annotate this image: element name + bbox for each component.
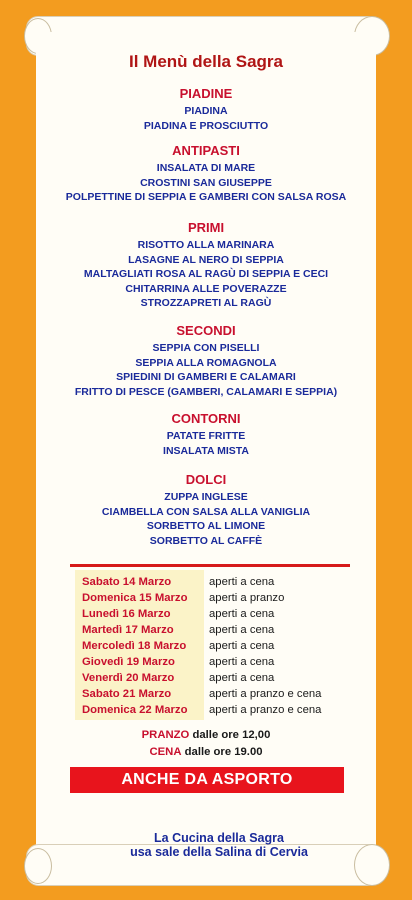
takeaway-banner: ANCHE DA ASPORTO xyxy=(70,767,344,793)
footer-line-2: usa sale della Salina di Cervia xyxy=(130,845,308,859)
schedule-day: Mercoledì 18 Marzo xyxy=(82,640,187,652)
section-contorni xyxy=(0,411,412,458)
lunch-value: dalle ore 12,00 xyxy=(192,729,271,741)
dinner-label: CENA xyxy=(149,746,182,758)
section-dolci xyxy=(0,472,412,548)
schedule-status: aperti a cena xyxy=(209,640,275,652)
schedule-day: Giovedì 19 Marzo xyxy=(82,656,175,668)
menu-item: INSALATA DI MARE xyxy=(156,162,256,174)
schedule-status: aperti a cena xyxy=(209,672,275,684)
schedule-status: aperti a pranzo e cena xyxy=(209,704,322,716)
schedule-row xyxy=(75,606,332,622)
menu-item: ZUPPA INGLESE xyxy=(164,491,248,503)
menu-item: FRITTO DI PESCE (GAMBERI, CALAMARI E SEPPIA) xyxy=(74,385,338,398)
schedule-status: aperti a cena xyxy=(209,576,275,588)
schedule-day: Sabato 14 Marzo xyxy=(82,576,172,588)
divider xyxy=(70,564,350,567)
schedule-row xyxy=(75,590,332,606)
section-heading: PIADINE xyxy=(179,86,233,101)
menu-item: STROZZAPRETI AL RAGÙ xyxy=(140,297,272,309)
schedule-day: Domenica 15 Marzo xyxy=(82,592,188,604)
dinner-value: dalle ore 19.00 xyxy=(184,746,263,758)
schedule-row xyxy=(75,574,332,590)
opening-schedule xyxy=(75,570,332,720)
menu-item: SPIEDINI DI GAMBERI E CALAMARI xyxy=(116,371,296,383)
section-primi xyxy=(0,220,412,311)
schedule-row xyxy=(75,654,332,670)
schedule-status: aperti a cena xyxy=(209,624,275,636)
schedule-row xyxy=(75,638,332,654)
schedule-status: aperti a pranzo xyxy=(209,592,285,604)
menu-item: MALTAGLIATI ROSA AL RAGÙ DI SEPPIA E CECI xyxy=(83,268,329,280)
schedule-status: aperti a pranzo e cena xyxy=(209,688,322,700)
menu-item: SORBETTO AL LIMONE xyxy=(146,520,266,532)
section-heading: SECONDI xyxy=(176,323,236,338)
menu-item: CIAMBELLA CON SALSA ALLA VANIGLIA xyxy=(101,505,311,518)
lunch-hours xyxy=(0,727,412,744)
menu-item: CHITARRINA ALLE POVERAZZE xyxy=(125,282,287,295)
schedule-day: Lunedì 16 Marzo xyxy=(82,608,171,620)
schedule-row xyxy=(75,702,332,718)
schedule-status: aperti a cena xyxy=(209,656,275,668)
menu-item: SEPPIA ALLA ROMAGNOLA xyxy=(135,356,277,369)
menu-item: PIADINA xyxy=(184,105,228,117)
schedule-row xyxy=(75,622,332,638)
section-piadine xyxy=(0,86,412,133)
footer-line-1: La Cucina della Sagra xyxy=(154,831,284,845)
schedule-day: Sabato 21 Marzo xyxy=(82,688,172,700)
schedule-status: aperti a cena xyxy=(209,608,275,620)
section-heading: CONTORNI xyxy=(171,411,241,426)
section-antipasti xyxy=(0,143,412,205)
menu-item: RISOTTO ALLA MARINARA xyxy=(137,239,275,251)
menu-title: Il Menù della Sagra xyxy=(129,52,283,71)
menu-item: PATATE FRITTE xyxy=(166,430,246,442)
menu-item: INSALATA MISTA xyxy=(163,444,249,457)
menu-item: LASAGNE AL NERO DI SEPPIA xyxy=(128,253,284,266)
menu-item: PIADINA E PROSCIUTTO xyxy=(143,119,269,132)
footer-note xyxy=(0,831,412,859)
section-heading: ANTIPASTI xyxy=(172,143,240,158)
menu-item: SORBETTO AL CAFFÈ xyxy=(149,534,263,547)
section-secondi xyxy=(0,323,412,399)
menu-item: POLPETTINE DI SEPPIA E GAMBERI CON SALSA ROSA xyxy=(65,191,347,203)
schedule-day: Martedì 17 Marzo xyxy=(82,624,174,636)
schedule-day: Domenica 22 Marzo xyxy=(82,704,188,716)
lunch-label: PRANZO xyxy=(141,729,190,741)
dinner-hours xyxy=(0,744,412,761)
section-heading: PRIMI xyxy=(187,220,225,235)
schedule-row xyxy=(75,686,332,702)
menu-item: SEPPIA CON PISELLI xyxy=(152,342,260,354)
section-heading: DOLCI xyxy=(185,472,227,487)
schedule-row xyxy=(75,670,332,686)
schedule-day: Venerdì 20 Marzo xyxy=(82,672,175,684)
menu-item: CROSTINI SAN GIUSEPPE xyxy=(140,176,272,189)
